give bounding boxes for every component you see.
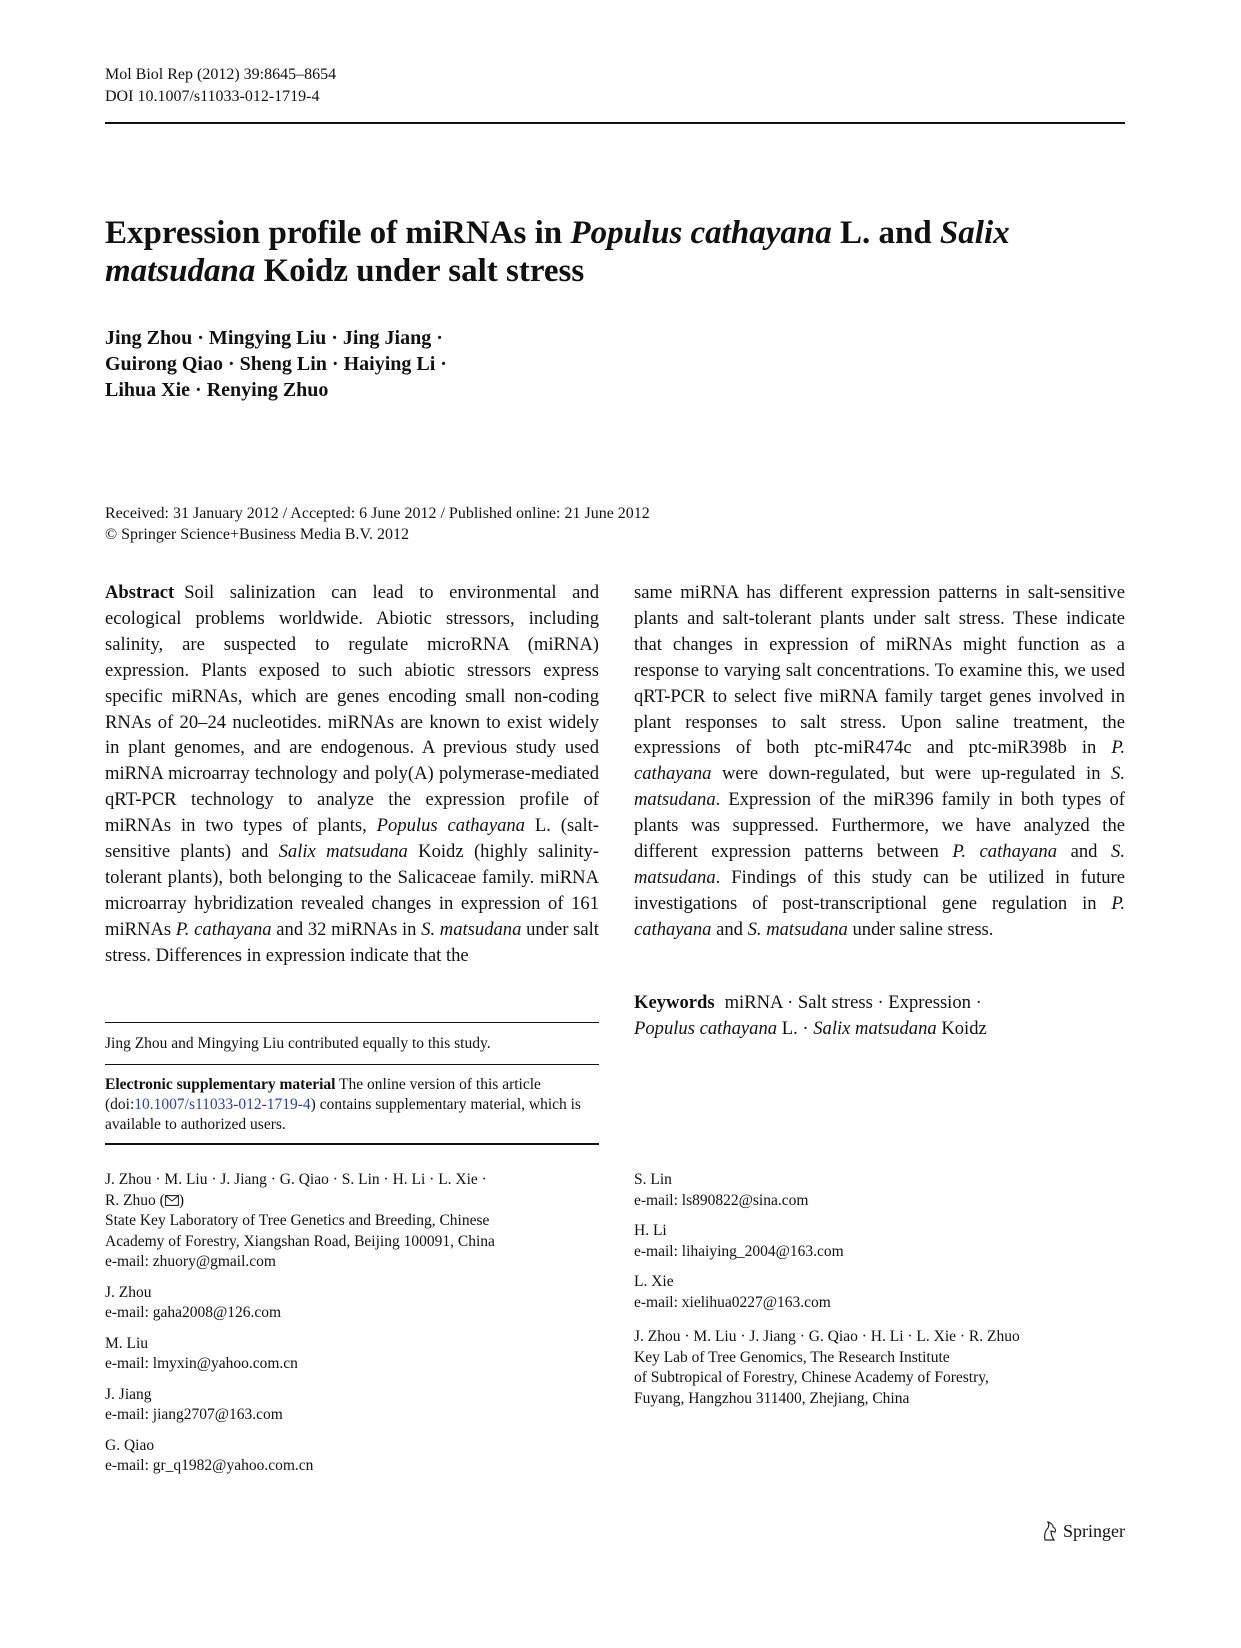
institution-line: Fuyang, Hangzhou 311400, Zhejiang, China	[634, 1389, 910, 1407]
contact-name: J. Zhou	[105, 1283, 152, 1301]
copyright-line: © Springer Science+Business Media B.V. 2012	[105, 526, 409, 543]
species-name: Salix matsudana	[278, 841, 408, 863]
institution-line: of Subtropical of Forestry, Chinese Academy of Forestry,	[634, 1369, 989, 1386]
contact-entry	[105, 1283, 599, 1324]
abstract-text: Soil salinization can lead to environmental and ecological problems worldwide. Abiotic stressors, including salinity, are suspected to regulate microRNA (miRNA) expression. Plants exposed to such abiotic stressors express specific miRNAs, which are genes encoding small non-coding RNAs of 20–24 nucleotides. miRNAs are known to exist widely in plant genomes, and are endogenous. A previous study used miRNA microarray technology and poly(A) polymerase-mediated qRT-PCR technology to analyze the expression profile of miRNAs in two types of plants,	[105, 582, 599, 837]
keywords	[634, 990, 1125, 1042]
title-text: Expression profile of miRNAs in	[105, 215, 571, 251]
author-line: Jing Zhou · Mingying Liu · Jing Jiang ·	[105, 327, 443, 349]
publisher-logo	[1041, 1520, 1125, 1542]
affiliation-authors: J. Zhou · M. Liu · J. Jiang · G. Qiao · S. Lin · H. Li · L. Xie ·	[105, 1171, 487, 1188]
keyword-species: Populus cathayana	[634, 1017, 778, 1039]
esm-label: Electronic supplementary material	[105, 1076, 336, 1093]
title-species: Salix	[939, 215, 1010, 251]
contact-entry	[105, 1385, 599, 1426]
abstract-right-column	[634, 580, 1125, 943]
species-name: P. cathayana	[634, 737, 1125, 785]
article-title	[105, 214, 1125, 290]
abstract-text: under salt stress. Differences in expression indicate that the	[105, 918, 599, 966]
contact-email[interactable]: e-mail: ls890822@sina.com	[634, 1191, 809, 1209]
journal-header	[105, 64, 336, 108]
abstract-text: . Expression of the miR396 family in both types of plants was suppressed. Furthermore, we have analyzed the different expression patterns between	[634, 789, 1125, 863]
history-dates: Received: 31 January 2012 / Accepted: 6 June 2012 / Published online: 21 June 2012	[105, 505, 650, 522]
contact-email[interactable]: e-mail: gr_q1982@yahoo.com.cn	[105, 1457, 314, 1474]
author-list	[105, 325, 447, 403]
abstract-text: . Findings of this study can be utilized in future investigations of post-transcriptional gene regulation in	[634, 866, 1125, 914]
affiliation-authors: R. Zhuo (	[105, 1191, 165, 1209]
species-name: S. matsudana	[747, 918, 848, 940]
contact-entry	[634, 1272, 1125, 1313]
author-line: Lihua Xie · Renying Zhuo	[105, 379, 329, 401]
species-name: S. matsudana	[634, 841, 1125, 888]
contact-entry	[105, 1436, 599, 1477]
contact-name: H. Li	[634, 1222, 667, 1239]
second-affiliation	[634, 1327, 1125, 1409]
species-name: P. cathayana	[634, 892, 1125, 940]
esm-doi-link[interactable]: 10.1007/s11033-012-1719-4	[134, 1096, 311, 1113]
contact-name: J. Jiang	[105, 1385, 152, 1403]
footnote-rule	[105, 1022, 599, 1023]
species-name: Populus cathayana	[376, 815, 525, 837]
contact-email[interactable]: e-mail: jiang2707@163.com	[105, 1406, 283, 1423]
institution-line: Key Lab of Tree Genomics, The Research Institute	[634, 1348, 950, 1366]
contact-email[interactable]: e-mail: gaha2008@126.com	[105, 1304, 282, 1321]
species-name: S. matsudana	[421, 918, 522, 940]
esm-text: The online version of this article (doi:	[105, 1076, 541, 1113]
institution-line: State Key Laboratory of Tree Genetics and Breeding, Chinese	[105, 1212, 490, 1229]
contact-email[interactable]: e-mail: lihaiying_2004@163.com	[634, 1242, 844, 1260]
affiliation-authors: )	[178, 1191, 185, 1209]
article-history	[105, 503, 650, 545]
contact-entry	[634, 1221, 1125, 1262]
abstract-text: same miRNA has different expression patterns in salt-sensitive plants and salt-tolerant plants under salt stress. These indicate that changes in expression of miRNAs might function as a response to varying salt concentrations. To examine this, we used qRT-PCR to select five miRNA family target genes involved in plant responses to salt stress. Upon saline treatment, the expressions of both ptc-miR474c and ptc-miR398b in	[634, 582, 1125, 759]
abstract-text: were down-regulated, but were up-regulated in	[711, 763, 1112, 785]
publisher-name: Springer	[1063, 1520, 1125, 1541]
journal-doi: DOI 10.1007/s11033-012-1719-4	[105, 88, 320, 105]
envelope-icon	[165, 1195, 179, 1206]
contact-entry	[634, 1170, 1125, 1211]
contact-name: G. Qiao	[105, 1436, 155, 1454]
abstract-text: and	[1057, 841, 1112, 863]
journal-citation: Mol Biol Rep (2012) 39:8645–8654	[105, 66, 337, 83]
keyword-list: miRNA · Salt stress · Expression ·	[724, 992, 982, 1013]
contact-name: S. Lin	[634, 1171, 672, 1188]
keyword-species: Salix matsudana	[813, 1017, 937, 1039]
affiliation-rule	[105, 1143, 599, 1145]
springer-horse-icon	[1041, 1520, 1059, 1542]
keyword-list: L. ·	[777, 1017, 814, 1039]
author-line: Guirong Qiao · Sheng Lin · Haiying Li ·	[105, 353, 447, 375]
title-species: matsudana	[105, 253, 256, 289]
abstract-left-column	[105, 580, 599, 969]
abstract-label: Abstract	[105, 582, 175, 603]
footnote-rule	[105, 1064, 599, 1065]
title-text: L. and	[831, 215, 940, 251]
esm-text: ) contains supplementary material, which is available to authorized users.	[105, 1096, 581, 1133]
species-name: S. matsudana	[634, 763, 1125, 811]
institution-line: Academy of Forestry, Xiangshan Road, Beijing 100091, China	[105, 1232, 495, 1250]
contact-name: L. Xie	[634, 1273, 674, 1290]
title-species: Populus cathayana	[570, 215, 832, 251]
main-affiliation	[105, 1170, 599, 1273]
species-name: P. cathayana	[952, 841, 1058, 863]
abstract-text: and	[711, 918, 748, 940]
keyword-list: Koidz	[936, 1017, 987, 1039]
equal-contribution-note: Jing Zhou and Mingying Liu contributed equally to this study.	[105, 1035, 491, 1052]
corresponding-email[interactable]: e-mail: zhuory@gmail.com	[105, 1253, 276, 1270]
contact-email[interactable]: e-mail: lmyxin@yahoo.com.cn	[105, 1355, 298, 1372]
abstract-text: under saline stress.	[847, 918, 994, 940]
affiliations-right	[634, 1170, 1125, 1419]
affiliations-left	[105, 1170, 599, 1487]
abstract-text: L. (salt-sensitive plants) and	[105, 815, 599, 863]
contact-email[interactable]: e-mail: xielihua0227@163.com	[634, 1293, 831, 1311]
abstract-text: Koidz (highly salinity-tolerant plants), both belonging to the Salicaceae family. miRNA microarray hybridization revealed changes in expression of 161 miRNAs	[105, 841, 599, 940]
affiliation-authors: J. Zhou · M. Liu · J. Jiang · G. Qiao · H. Li · L. Xie · R. Zhuo	[634, 1328, 1020, 1345]
title-text: Koidz under salt stress	[255, 253, 585, 289]
keywords-label: Keywords	[634, 992, 715, 1013]
abstract-text: and 32 miRNAs in	[271, 918, 422, 940]
esm-note	[105, 1075, 599, 1135]
species-name: P. cathayana	[175, 918, 272, 940]
contact-name: M. Liu	[105, 1334, 149, 1352]
contact-entry	[105, 1334, 599, 1375]
header-rule	[105, 122, 1125, 124]
